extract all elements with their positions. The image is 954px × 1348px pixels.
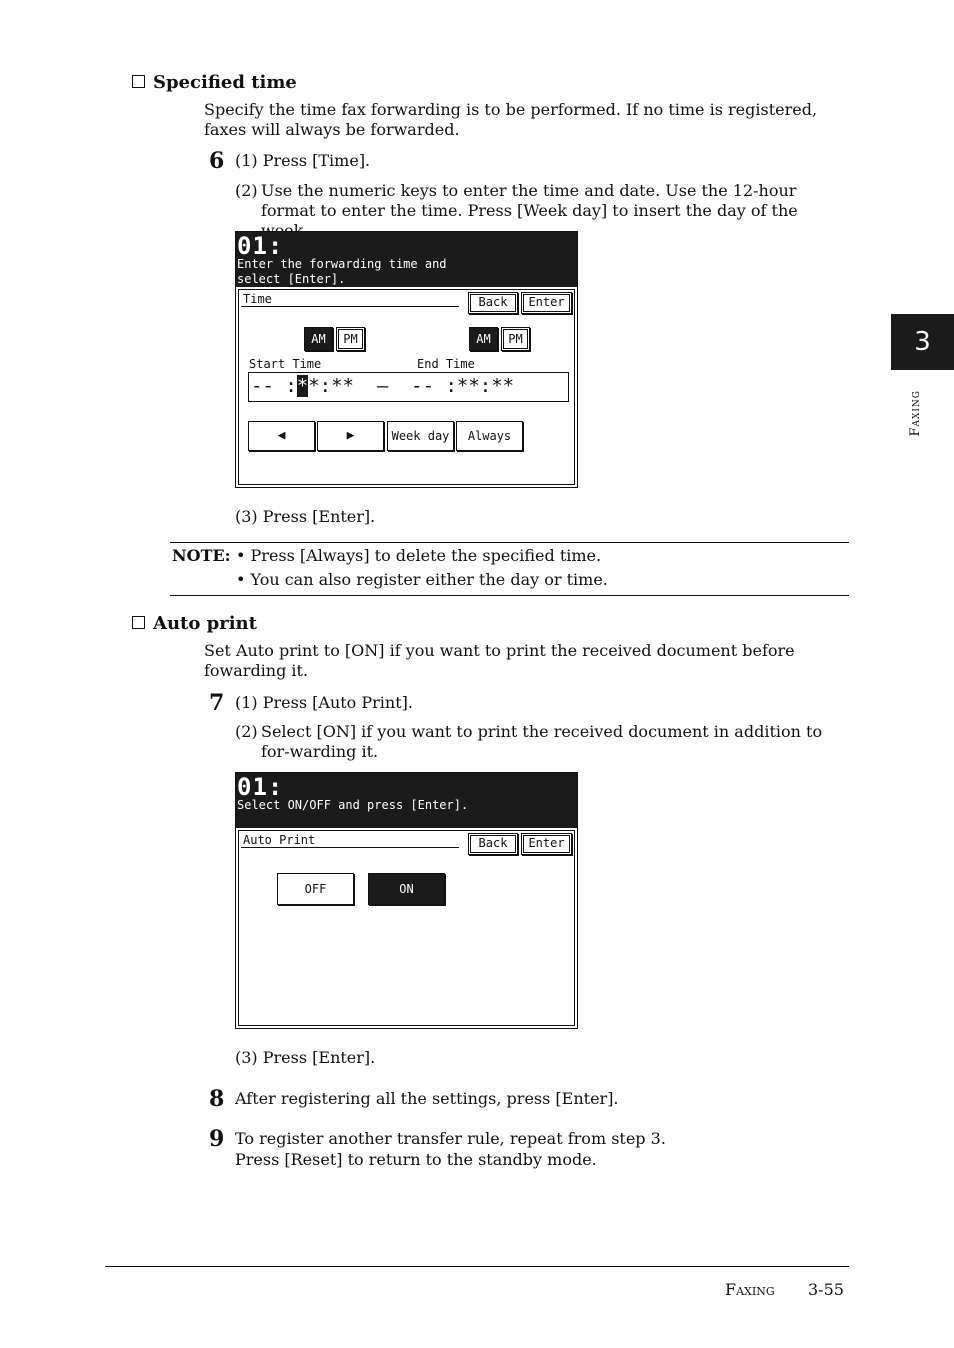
section-heading-auto-print bbox=[132, 613, 257, 634]
back-button[interactable]: Back bbox=[468, 292, 518, 314]
right-arrow-button[interactable] bbox=[317, 421, 384, 451]
lcd-message-line-1: Select ON/OFF and press [Enter]. bbox=[237, 798, 469, 812]
lcd-header bbox=[236, 232, 577, 287]
note-top-rule bbox=[170, 542, 849, 543]
off-button[interactable]: OFF bbox=[277, 873, 354, 905]
note-label-text: NOTE: bbox=[172, 546, 231, 565]
intro-paragraph: Specify the time fax forwarding is to be performed. If no time is registered, faxes will always be forwarded. bbox=[204, 100, 818, 139]
field-cursor: * bbox=[296, 375, 309, 397]
footer-section: Faxing bbox=[725, 1280, 775, 1299]
substep-2: Use the numeric keys to enter the time and date. Use the 12-hour format to enter the time. Press [Week day] to insert the day of the bbox=[261, 181, 798, 220]
enter-button[interactable]: Enter bbox=[521, 833, 572, 855]
substep-2: Select [ON] if you want to print the received document in addition to for-warding it. bbox=[261, 722, 823, 761]
start-pm-button[interactable]: PM bbox=[336, 327, 365, 351]
intro-paragraph: Set Auto print to [ON] if you want to print the received document before fowarding it. bbox=[204, 641, 795, 680]
lcd-screen-time bbox=[235, 231, 578, 488]
field-text-before-cursor: -- : bbox=[251, 375, 297, 397]
step-number: 9 bbox=[209, 1126, 225, 1152]
right-arrow-icon: ▶ bbox=[346, 428, 355, 443]
chapter-side-label-text: Faxing bbox=[908, 390, 923, 437]
substep-2-number: (2) bbox=[235, 722, 258, 741]
time-input-field[interactable] bbox=[248, 372, 569, 402]
substep-1: (1) Press [Time]. bbox=[235, 151, 371, 170]
field-text-after-cursor: *:** — -- :**:** bbox=[308, 375, 515, 397]
lcd-screen-auto-print bbox=[235, 772, 578, 1029]
left-arrow-icon: ◀ bbox=[277, 428, 286, 443]
start-time-label: Start Time bbox=[249, 357, 322, 371]
rule-number: 01: bbox=[237, 232, 284, 260]
always-button[interactable]: Always bbox=[456, 421, 523, 451]
lcd-title: Time bbox=[241, 292, 459, 307]
back-button[interactable]: Back bbox=[468, 833, 518, 855]
lcd-panel bbox=[238, 289, 575, 485]
section-heading-specified-time bbox=[132, 72, 297, 93]
week-day-button[interactable]: Week day bbox=[387, 421, 454, 451]
lcd-message-line-2: select [Enter]. bbox=[237, 272, 346, 286]
heading-text: Specified time bbox=[153, 72, 297, 93]
on-button[interactable]: ON bbox=[368, 873, 445, 905]
substep-2-number: (2) bbox=[235, 181, 258, 200]
end-pm-button[interactable]: PM bbox=[501, 327, 530, 351]
enter-button[interactable]: Enter bbox=[521, 292, 572, 314]
note-bottom-rule bbox=[170, 595, 849, 596]
chapter-side-label bbox=[908, 390, 923, 437]
checkbox-icon bbox=[132, 616, 145, 629]
end-time-label: End Time bbox=[417, 357, 475, 371]
page-number: 3-55 bbox=[808, 1280, 844, 1299]
step-9-line-2: Press [Reset] to return to the standby mode. bbox=[235, 1150, 597, 1169]
left-arrow-button[interactable] bbox=[248, 421, 315, 451]
chapter-tab: 3 bbox=[891, 314, 954, 370]
rule-number: 01: bbox=[237, 773, 284, 801]
checkbox-icon bbox=[132, 75, 145, 88]
note-item: • Press [Always] to delete the specified time. bbox=[236, 546, 602, 565]
lcd-panel bbox=[238, 830, 575, 1026]
substep-1: (1) Press [Auto Print]. bbox=[235, 693, 413, 712]
step-number: 7 bbox=[209, 690, 225, 716]
lcd-message-line-1: Enter the forwarding time and bbox=[237, 257, 447, 271]
step-9-line-1: To register another transfer rule, repeat from step 3. bbox=[235, 1129, 666, 1148]
start-am-button[interactable]: AM bbox=[304, 327, 333, 351]
note-item: • You can also register either the day or time. bbox=[236, 570, 608, 589]
substep-3: (3) Press [Enter]. bbox=[235, 1048, 376, 1067]
heading-text: Auto print bbox=[153, 613, 257, 634]
substep-3: (3) Press [Enter]. bbox=[235, 507, 376, 526]
lcd-title: Auto Print bbox=[241, 833, 459, 848]
lcd-header bbox=[236, 773, 577, 828]
footer-rule bbox=[105, 1266, 849, 1267]
step-number: 8 bbox=[209, 1086, 225, 1112]
end-am-button[interactable]: AM bbox=[469, 327, 498, 351]
step-8-text: After registering all the settings, press [Enter]. bbox=[235, 1089, 619, 1108]
step-number: 6 bbox=[209, 148, 225, 174]
